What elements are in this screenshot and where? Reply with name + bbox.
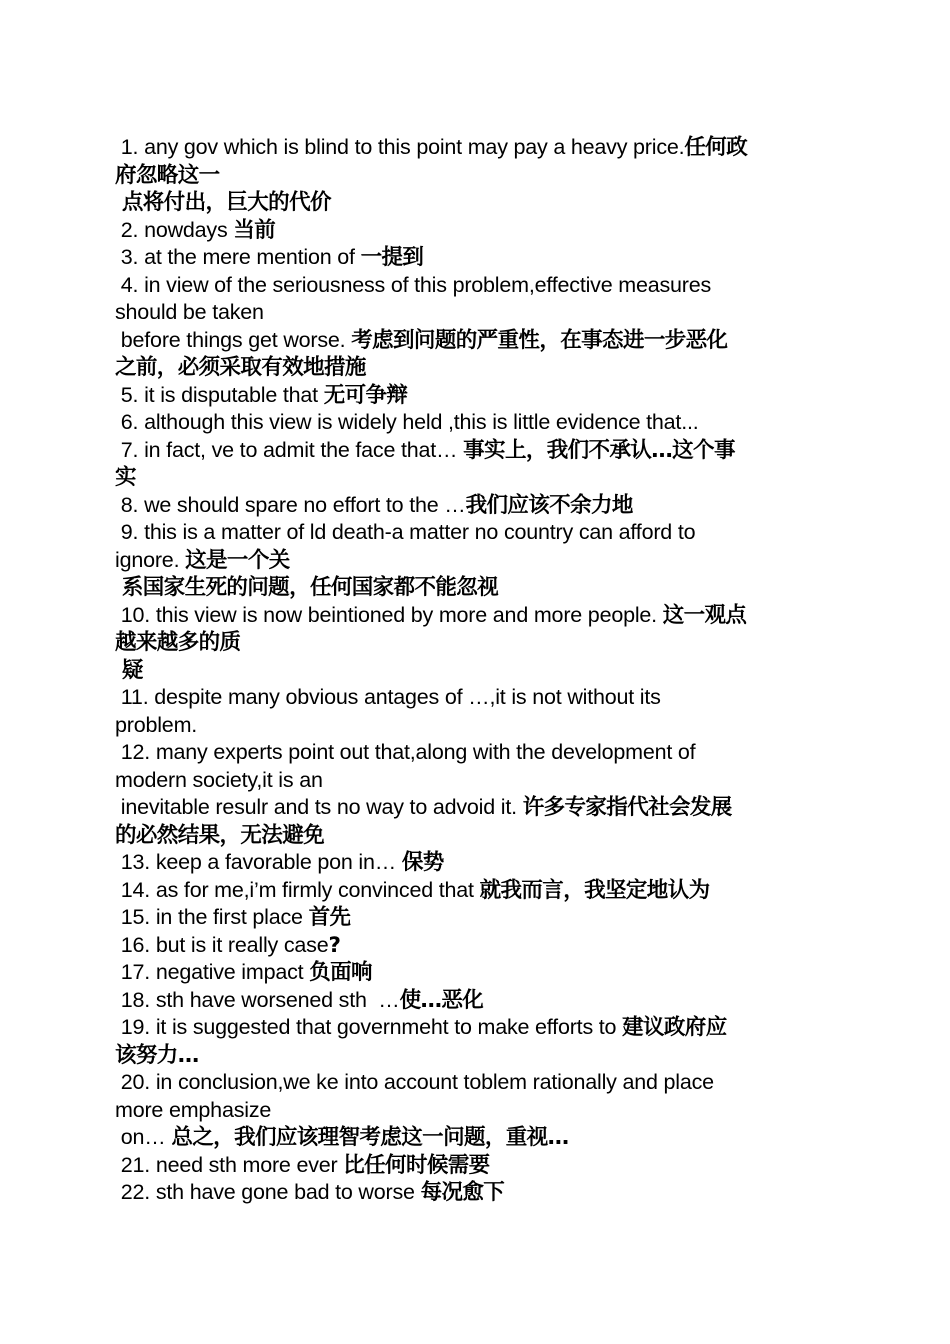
text-line: 18. sth have worsened sth …使…恶化 — [115, 987, 484, 1013]
text-line: 点将付出，巨大的代价 — [115, 190, 331, 215]
text-line: should be taken — [115, 300, 264, 324]
text-line: 该努力… — [115, 1042, 199, 1068]
text-line: problem. — [115, 712, 198, 737]
text-line: on… 总之，我们应该理智考虑这一问题，重视… — [115, 1125, 569, 1150]
text-line: 之前，必须采取有效地措施 — [115, 355, 366, 380]
text-line: 2. nowdays 当前 — [115, 217, 276, 243]
text-line: 20. in conclusion,we ke into account toblem rationally and place — [115, 1070, 714, 1094]
text-line: 12. many experts point out that,along with the development of — [115, 740, 696, 764]
text-line: 14. as for me,i’m firmly convinced that 就我而言，我坚定地认为 — [115, 877, 710, 903]
document-page — [115, 134, 835, 1207]
text-line: inevitable resulr and ts no way to advoid it. 许多专家指代社会发展 — [115, 795, 732, 820]
text-line: 5. it is disputable that 无可争辩 — [115, 382, 408, 408]
text-line: 7. in fact, ve to admit the face that… 事实上，我们不承认…这个事 — [115, 437, 735, 463]
text-line: 系国家生死的问题，任何国家都不能忽视 — [115, 575, 499, 600]
text-line: 疑 — [115, 657, 143, 683]
text-line: 17. negative impact 负面响 — [115, 960, 372, 985]
text-line: more emphasize — [115, 1097, 272, 1122]
text-line: 8. we should spare no effort to the …我们应该不余力地 — [115, 492, 633, 518]
text-line: 实 — [115, 465, 136, 490]
text-line: modern society,it is an — [115, 767, 323, 792]
text-line: 11. despite many obvious antages of …,it is not without its — [115, 685, 661, 709]
text-line: 13. keep a favorable pon in… 保势 — [115, 850, 444, 875]
text-line: 16. but is it really case? — [115, 932, 341, 958]
text-line: before things get worse. 考虑到问题的严重性，在事态进一步恶化 — [115, 327, 728, 353]
text-line: 9. this is a matter of ld death-a matter no country can afford to — [115, 520, 696, 544]
text-line: 越来越多的质 — [115, 630, 241, 655]
text-line: 21. need sth more ever 比任何时候需要 — [115, 1152, 490, 1178]
text-line: 22. sth have gone bad to worse 每况愈下 — [115, 1180, 505, 1205]
text-line: 10. this view is now beintioned by more and more people. 这一观点 — [115, 602, 747, 628]
text-line: 的必然结果，无法避免 — [115, 822, 325, 848]
text-line: ignore. 这是一个关 — [115, 547, 290, 573]
text-line: 19. it is suggested that governmeht to make efforts to 建议政府应 — [115, 1015, 727, 1040]
text-line: 4. in view of the seriousness of this problem,effective measures — [115, 272, 712, 297]
text-line: 3. at the mere mention of 一提到 — [115, 245, 424, 270]
text-line: 1. any gov which is blind to this point may pay a heavy price.任何政 — [115, 135, 748, 160]
text-line: 6. although this view is widely held ,this is little evidence that... — [115, 410, 699, 434]
text-line: 府忽略这一 — [115, 162, 220, 188]
text-line: 15. in the first place 首先 — [115, 905, 351, 930]
